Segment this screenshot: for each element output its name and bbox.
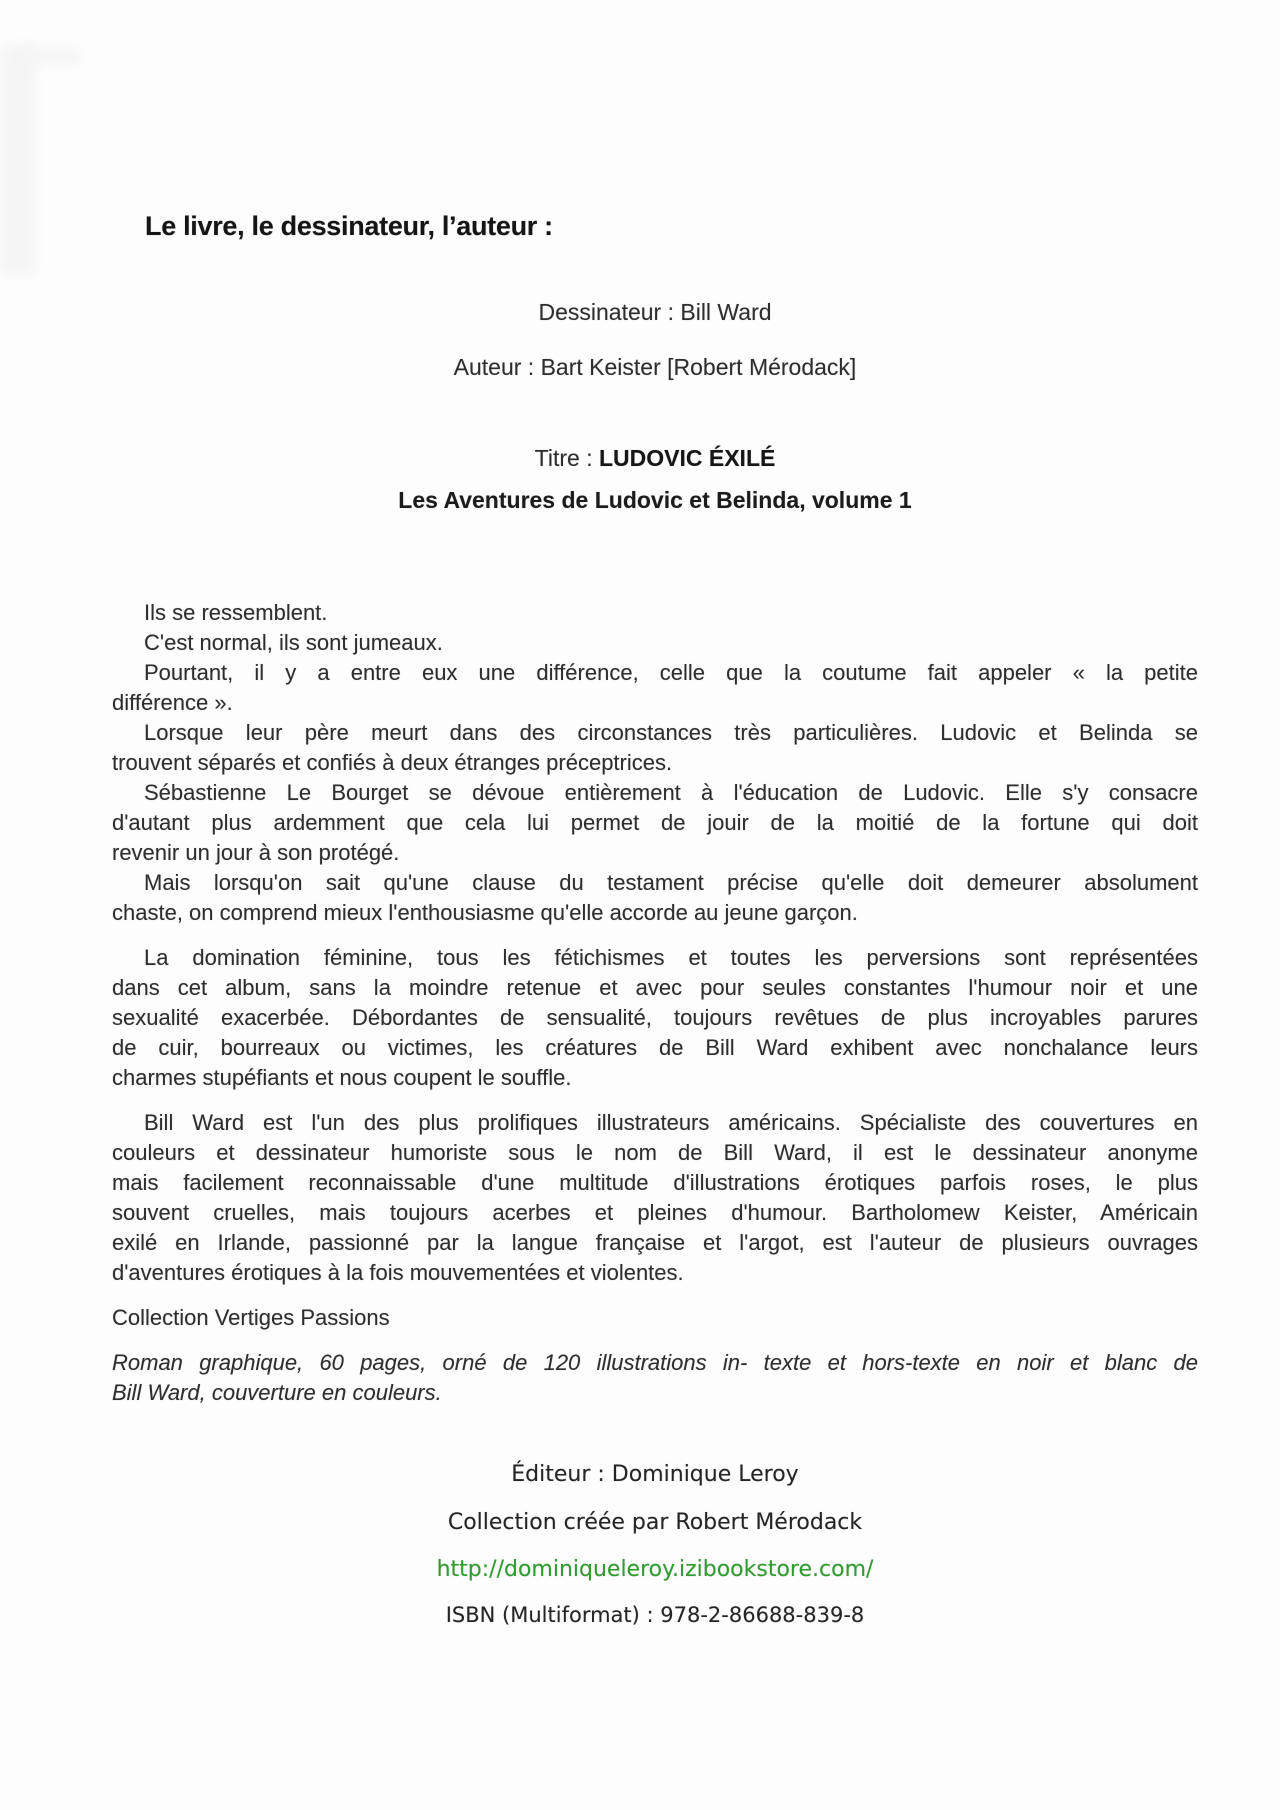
book-title-name: LUDOVIC ÉXILÉ	[598, 445, 776, 471]
text-line: C'est normal, ils sont jumeaux.	[144, 630, 443, 655]
text-line: exilé en Irlande, passionné par la langue française et l'argot, est l'auteur de plusieurs ouvrages	[112, 1230, 1198, 1255]
text-line: de cuir, bourreaux ou victimes, les créatures de Bill Ward exhibent avec nonchalance leurs	[112, 1035, 1198, 1060]
text-line: charmes stupéfiants et nous coupent le souffle.	[112, 1065, 572, 1090]
text-line: différence ».	[112, 690, 233, 715]
text-line: trouvent séparés et confiés à deux étranges préceptrices.	[112, 750, 673, 775]
text-line: mais facilement reconnaissable d'une multitude d'illustrations érotiques parfois roses, le plus	[112, 1170, 1198, 1195]
publisher-block	[30, 1462, 1280, 1642]
paragraph	[112, 598, 1198, 628]
credit-auteur: Auteur : Bart Keister [Robert Mérodack]	[453, 354, 857, 380]
paragraph	[112, 1108, 1198, 1288]
text-line: d'autant plus ardemment que cela lui permet de jouir de la moitié de la fortune qui doit	[112, 810, 1198, 835]
book-title-label: Titre :	[534, 445, 599, 471]
publisher-url-line	[30, 1557, 1280, 1582]
paragraph	[112, 628, 1198, 658]
book-title-line	[30, 445, 1280, 472]
credit-dessinateur: Dessinateur : Bill Ward	[538, 299, 772, 325]
publisher-url-link[interactable]: http://dominiqueleroy.izibookstore.com/	[436, 1557, 874, 1582]
isbn-line: ISBN (Multiformat) : 978-2-86688-839-8	[445, 1603, 865, 1627]
page-title: Le livre, le dessinateur, l’auteur :	[145, 211, 553, 242]
text-line: souvent cruelles, mais toujours acerbes et pleines d'humour. Bartholomew Keister, Américain	[112, 1200, 1198, 1225]
text-line: couleurs et dessinateur humoriste sous le nom de Bill Ward, il est le dessinateur anonyme	[112, 1140, 1198, 1165]
text-line: Mais lorsqu'on sait qu'une clause du testament précise qu'elle doit demeurer absolument	[144, 870, 1198, 895]
publisher-line: Éditeur : Dominique Leroy	[511, 1462, 799, 1487]
paragraph	[112, 1303, 1198, 1333]
credits-block	[30, 0, 1280, 540]
collection-line: Collection créée par Robert Mérodack	[447, 1510, 863, 1535]
text-line: Sébastienne Le Bourget se dévoue entièrement à l'éducation de Ludovic. Elle s'y consacre	[144, 780, 1198, 805]
paragraph	[112, 868, 1198, 928]
text-line: La domination féminine, tous les fétichismes et toutes les perversions sont représentées	[144, 945, 1198, 970]
text-line: sexualité exacerbée. Débordantes de sensualité, toujours revêtues de plus incroyables parures	[112, 1005, 1198, 1030]
text-line: Ils se ressemblent.	[144, 600, 328, 625]
text-line: Roman graphique, 60 pages, orné de 120 illustrations in- texte et hors-texte en noir et blanc de	[112, 1350, 1198, 1375]
text-line: chaste, on comprend mieux l'enthousiasme qu'elle accorde au jeune garçon.	[112, 900, 858, 925]
text-line: Pourtant, il y a entre eux une différence, celle que la coutume fait appeler « la petite	[144, 660, 1198, 685]
book-subtitle: Les Aventures de Ludovic et Belinda, volume 1	[398, 487, 912, 513]
text-line: Collection Vertiges Passions	[112, 1305, 390, 1330]
paragraph	[112, 658, 1198, 718]
paragraph	[112, 778, 1198, 868]
text-line: Bill Ward, couverture en couleurs.	[112, 1380, 442, 1405]
paragraph	[112, 1348, 1198, 1408]
text-line: d'aventures érotiques à la fois mouvementées et violentes.	[112, 1260, 684, 1285]
text-line: revenir un jour à son protégé.	[112, 840, 400, 865]
text-line: Bill Ward est l'un des plus prolifiques illustrateurs américains. Spécialiste des couvertures en	[144, 1110, 1198, 1135]
text-line: dans cet album, sans la moindre retenue et avec pour seules constantes l'humour noir et une	[112, 975, 1198, 1000]
paragraph	[112, 943, 1198, 1093]
body-text	[112, 598, 1198, 1408]
paragraph	[112, 718, 1198, 778]
text-line: Lorsque leur père meurt dans des circonstances très particulières. Ludovic et Belinda se	[144, 720, 1198, 745]
